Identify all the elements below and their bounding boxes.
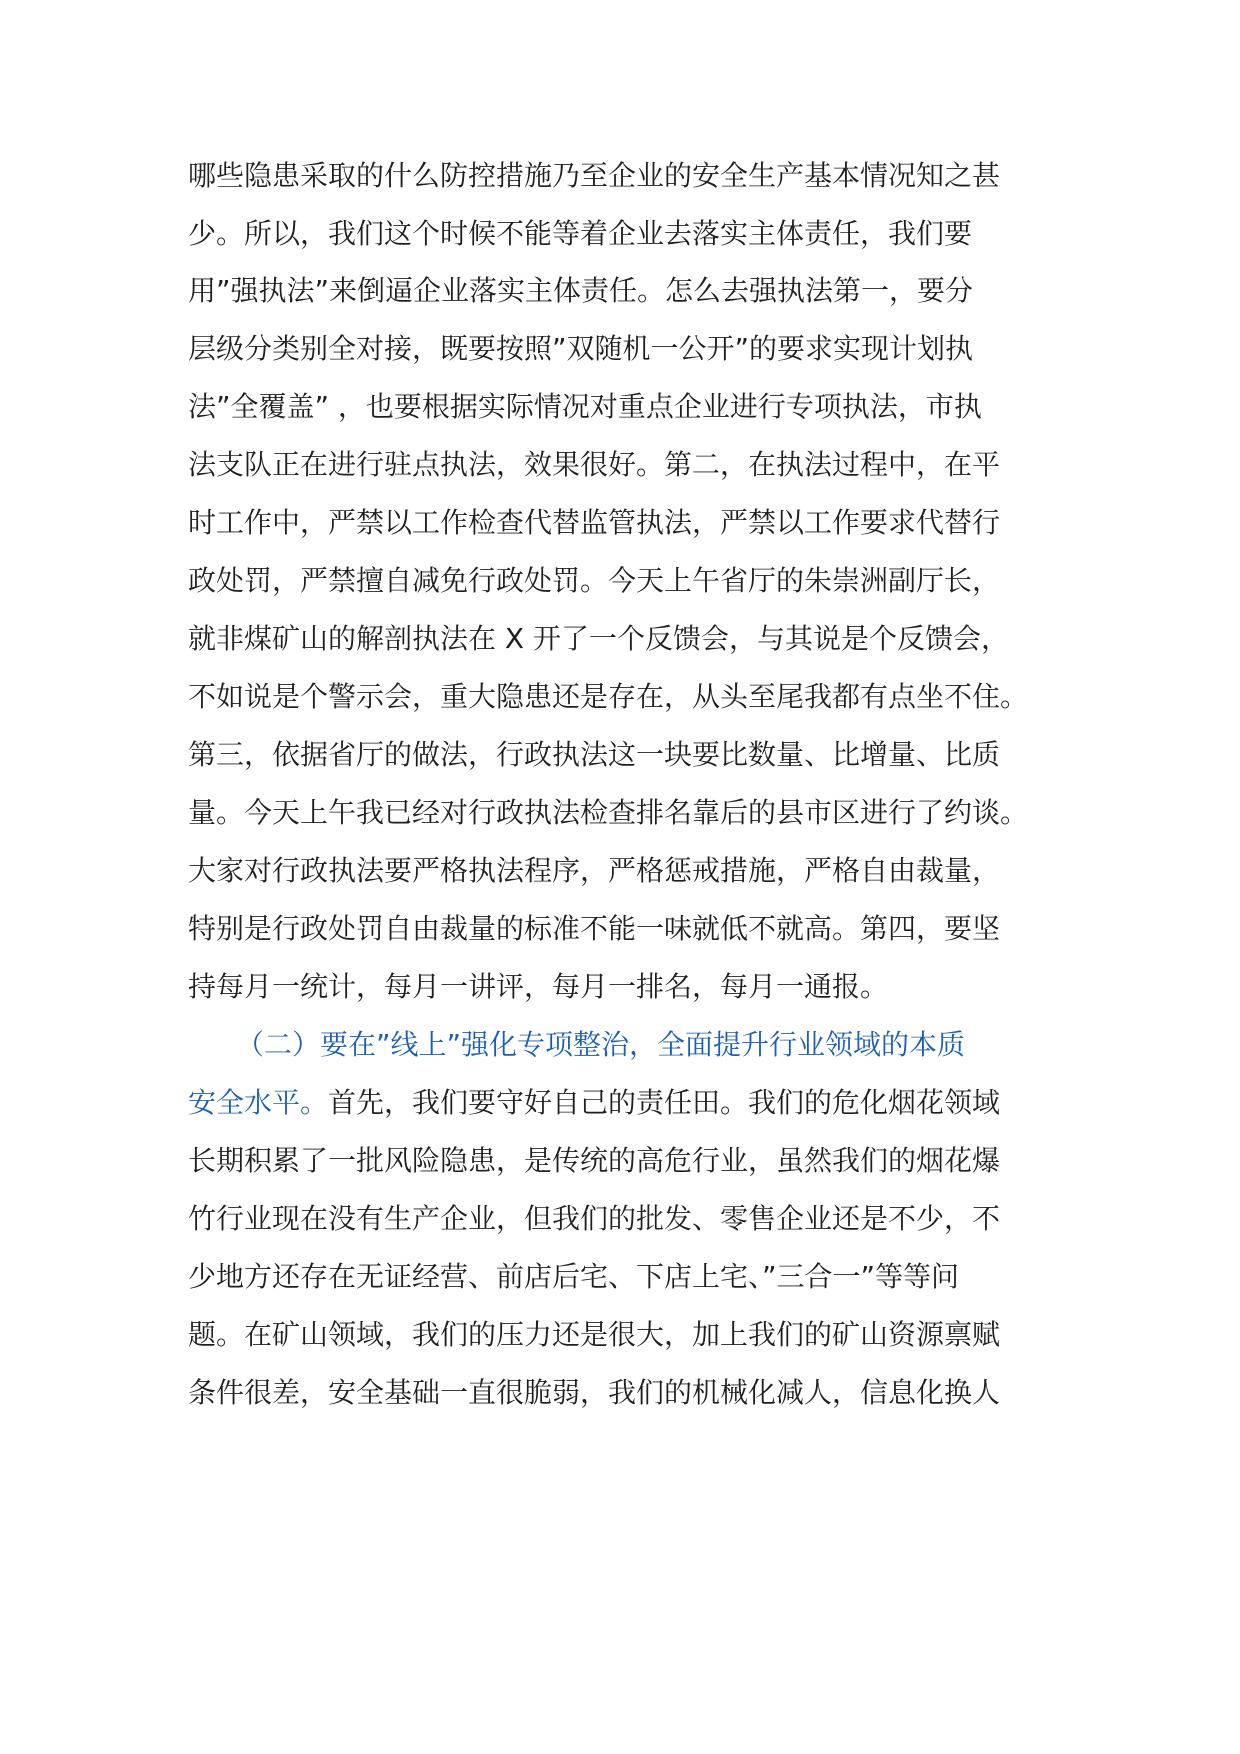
body-line: 就非煤矿山的解剖执法在 X 开了一个反馈会，与其说是个反馈会， xyxy=(188,622,1009,655)
body-line: 条件很差，安全基础一直很脆弱，我们的机械化减人，信息化换人 xyxy=(188,1376,1001,1409)
body-line: 不如说是个警示会，重大隐患还是存在，从头至尾我都有点坐不住。 xyxy=(188,680,1029,713)
section-heading-line2 xyxy=(188,1085,1000,1121)
body-line: 层级分类别全对接，既要按照”双随机一公开”的要求实现计划执 xyxy=(188,332,974,365)
body-line: 时工作中，严禁以工作检查代替监管执法，严禁以工作要求代替行 xyxy=(188,506,1001,539)
body-line: 大家对行政执法要严格执法程序，严格惩戒措施，严格自由裁量， xyxy=(188,854,1001,887)
body-line: 法”全覆盖” ，也要根据实际情况对重点企业进行专项执法，市执 xyxy=(188,390,982,423)
body-line: 少地方还存在无证经营、前店后宅、下店上宅、”三合一”等等问 xyxy=(188,1260,960,1293)
body-line: 法支队正在进行驻点执法，效果很好。第二，在执法过程中，在平 xyxy=(188,448,1001,481)
body-line: 第三，依据省厅的做法，行政执法这一块要比数量、比增量、比质 xyxy=(188,738,1001,771)
body-line: 题。在矿山领域，我们的压力还是很大，加上我们的矿山资源禀赋 xyxy=(188,1318,1001,1351)
body-line: 哪些隐患采取的什么防控措施乃至企业的安全生产基本情况知之甚 xyxy=(188,159,1001,192)
body-line: 长期积累了一批风险隐患，是传统的高危行业，虽然我们的烟花爆 xyxy=(188,1144,1001,1177)
body-line: 竹行业现在没有生产企业，但我们的批发、零售企业还是不少，不 xyxy=(188,1202,1001,1235)
body-line: 量。今天上午我已经对行政执法检查排名靠后的县市区进行了约谈。 xyxy=(188,796,1029,829)
section-body-start: 首先，我们要守好自己的责任田。我们的危化烟花领域 xyxy=(328,1086,1001,1119)
section-heading: （二）要在”线上”强化专项整治，全面提升行业领域的本质 xyxy=(236,1028,966,1061)
body-line: 少。所以，我们这个时候不能等着企业去落实主体责任，我们要 xyxy=(188,217,973,250)
body-line: 用”强执法”来倒逼企业落实主体责任。怎么去强执法第一，要分 xyxy=(188,274,974,307)
section-heading-end: 安全水平。 xyxy=(188,1086,329,1119)
body-line: 特别是行政处罚自由裁量的标准不能一味就低不就高。第四，要坚 xyxy=(188,912,1001,945)
body-line: 政处罚，严禁擅自减免行政处罚。今天上午省厅的朱崇洲副厅长， xyxy=(188,564,1001,597)
body-line: 持每月一统计，每月一讲评，每月一排名，每月一通报。 xyxy=(188,970,889,1003)
